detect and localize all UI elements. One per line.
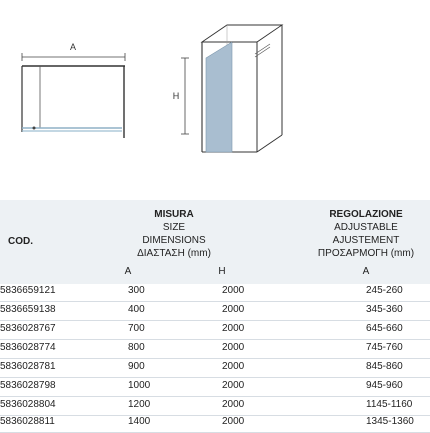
table-row: 5836028767 700 2000 645-660: [0, 320, 430, 340]
misura-header: [124, 208, 224, 260]
plan-view-drawing: [22, 53, 125, 138]
cell-code: 5836028798: [0, 380, 56, 391]
table-row: 5836028798 1000 2000 945-960: [0, 377, 430, 397]
sub-header-a: A: [124, 266, 132, 277]
cell-code: 5836028774: [0, 342, 56, 353]
regolazione-line-1: ADJUSTABLE: [334, 222, 398, 233]
regolazione-title: REGOLAZIONE: [329, 209, 403, 220]
cell-code: 5836659121: [0, 285, 56, 296]
plan-dimension-label: A: [69, 42, 77, 52]
cod-header: COD.: [8, 236, 33, 247]
table-row: 5836028781 900 2000 845-860: [0, 358, 430, 378]
cell-code: 5836028811: [0, 416, 55, 427]
sub-header-h: H: [218, 266, 226, 277]
cell-code: 5836028767: [0, 323, 56, 334]
misura-line-3: ΔΙΑΣΤΑΣΗ (mm): [137, 248, 211, 259]
regolazione-line-2: AJUSTEMENT: [332, 235, 400, 246]
table-row: 5836028774 800 2000 745-760: [0, 339, 430, 359]
misura-title: MISURA: [154, 209, 194, 220]
cell-code: 5836028804: [0, 399, 56, 410]
cell-code: 5836659138: [0, 304, 56, 315]
elevation-view-drawing: [181, 25, 282, 152]
elevation-dimension-label: H: [172, 91, 180, 101]
table-row: 5836659138 400 2000 345-360: [0, 301, 430, 321]
table-row: 5836028811 1400 2000 1345-1360: [0, 413, 430, 433]
table-row: 5836028804 1200 2000 1145-1160: [0, 396, 430, 416]
sub-header-adjustable: A: [362, 266, 370, 277]
technical-drawing: [0, 0, 430, 200]
misura-line-2: DIMENSIONS: [142, 235, 206, 246]
regolazione-header: [306, 208, 426, 260]
misura-line-1: SIZE: [162, 222, 186, 233]
table-row: 5836659121 300 2000 245-260: [0, 282, 430, 302]
cell-code: 5836028781: [0, 361, 56, 372]
regolazione-line-3: ΠΡΟΣΑΡΜΟΓΗ (mm): [317, 248, 415, 259]
